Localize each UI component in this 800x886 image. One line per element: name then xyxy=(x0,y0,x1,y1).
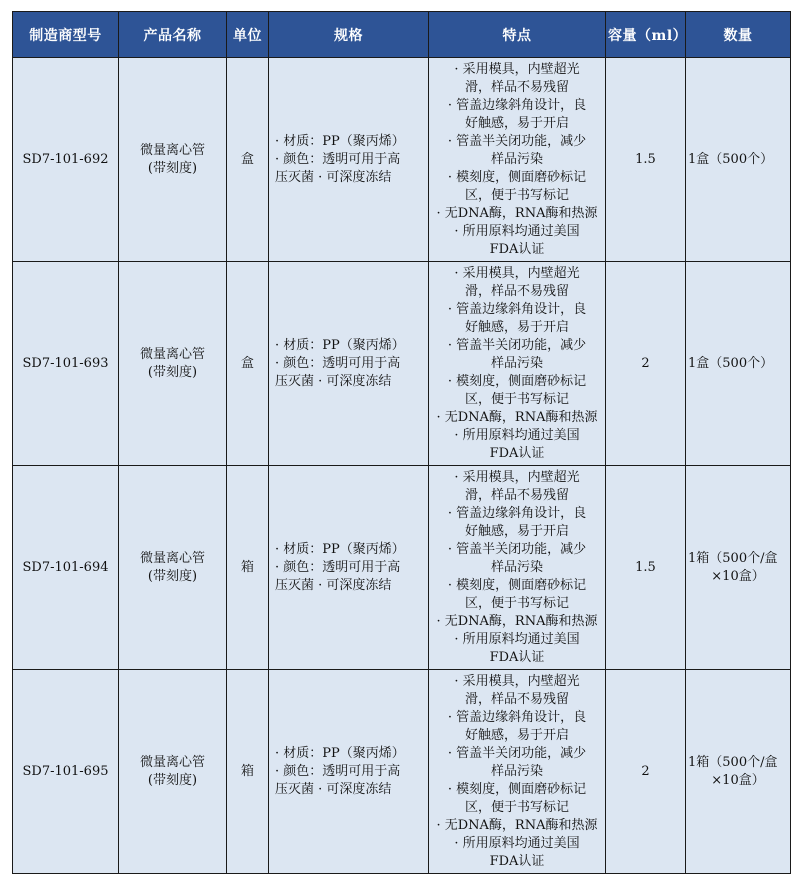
cell-model: SD7-101-694 xyxy=(13,466,119,670)
table-row xyxy=(13,466,791,670)
table-row xyxy=(13,670,791,874)
feature-line: · 管盖半关闭功能，减少 xyxy=(447,337,587,353)
header-row xyxy=(13,12,791,58)
feature-line: · 模刻度，侧面磨砂标记 xyxy=(447,373,587,389)
feature-line: 好触感，易于开启 xyxy=(464,115,569,131)
product-name-line: (带刻度) xyxy=(147,160,198,176)
cell-features xyxy=(429,466,606,670)
product-name-line: 微量离心管 xyxy=(139,550,205,566)
spec-line: 压灭菌 · 可深度冻结 xyxy=(275,169,392,185)
feature-line: FDA认证 xyxy=(489,649,545,665)
feature-line: · 采用模具，内壁超光 xyxy=(454,469,580,485)
quantity-line: 1箱（500个/盒 xyxy=(688,550,778,566)
spec-line: 压灭菌 · 可深度冻结 xyxy=(275,577,392,593)
cell-unit: 箱 xyxy=(227,670,269,874)
feature-line: · 采用模具，内壁超光 xyxy=(454,673,580,689)
cell-unit: 盒 xyxy=(227,262,269,466)
cell-quantity xyxy=(686,466,791,670)
header-capacity: 容量（ml） xyxy=(606,12,686,58)
cell-capacity: 1.5 xyxy=(606,58,686,262)
cell-unit: 盒 xyxy=(227,58,269,262)
table-row xyxy=(13,58,791,262)
feature-line: 滑，样品不易残留 xyxy=(464,79,569,95)
spec-line: · 颜色：透明可用于高 xyxy=(275,151,401,167)
feature-line: · 管盖半关闭功能，减少 xyxy=(447,541,587,557)
feature-line: · 模刻度，侧面磨砂标记 xyxy=(447,169,587,185)
cell-product-name xyxy=(119,58,227,262)
feature-line: 样品污染 xyxy=(490,355,543,371)
feature-line: · 无DNA酶，RNA酶和热源 xyxy=(436,409,598,425)
feature-line: · 所用原料均通过美国 xyxy=(454,223,580,239)
feature-line: 区，便于书写标记 xyxy=(464,799,569,815)
feature-line: · 管盖边缘斜角设计，良 xyxy=(447,301,587,317)
cell-capacity: 2 xyxy=(606,262,686,466)
cell-features xyxy=(429,670,606,874)
cell-unit: 箱 xyxy=(227,466,269,670)
cell-model: SD7-101-692 xyxy=(13,58,119,262)
product-name-line: (带刻度) xyxy=(147,568,198,584)
cell-capacity: 2 xyxy=(606,670,686,874)
cell-features xyxy=(429,58,606,262)
quantity-line: ×10盒） xyxy=(711,568,765,584)
cell-spec xyxy=(269,466,429,670)
feature-line: 好触感，易于开启 xyxy=(464,523,569,539)
feature-line: · 无DNA酶，RNA酶和热源 xyxy=(436,613,598,629)
spec-line: · 颜色：透明可用于高 xyxy=(275,763,401,779)
product-name-line: (带刻度) xyxy=(147,364,198,380)
feature-line: 区，便于书写标记 xyxy=(464,391,569,407)
feature-line: FDA认证 xyxy=(489,241,545,257)
feature-line: · 所用原料均通过美国 xyxy=(454,835,580,851)
cell-capacity: 1.5 xyxy=(606,466,686,670)
quantity-line: 1箱（500个/盒 xyxy=(688,754,778,770)
header-spec: 规格 xyxy=(269,12,429,58)
feature-line: · 管盖边缘斜角设计，良 xyxy=(447,505,587,521)
feature-line: · 管盖半关闭功能，减少 xyxy=(447,133,587,149)
cell-model: SD7-101-693 xyxy=(13,262,119,466)
feature-line: 滑，样品不易残留 xyxy=(464,487,569,503)
spec-line: · 颜色：透明可用于高 xyxy=(275,355,401,371)
cell-spec xyxy=(269,670,429,874)
feature-line: · 管盖边缘斜角设计，良 xyxy=(447,97,587,113)
cell-product-name xyxy=(119,670,227,874)
feature-line: · 无DNA酶，RNA酶和热源 xyxy=(436,817,598,833)
feature-line: FDA认证 xyxy=(489,445,545,461)
header-product-name: 产品名称 xyxy=(119,12,227,58)
table-row xyxy=(13,262,791,466)
feature-line: 样品污染 xyxy=(490,151,543,167)
feature-line: 好触感，易于开启 xyxy=(464,319,569,335)
quantity-line: 1盒（500个） xyxy=(688,355,774,371)
cell-spec xyxy=(269,262,429,466)
feature-line: · 模刻度，侧面磨砂标记 xyxy=(447,577,587,593)
product-table xyxy=(12,11,791,874)
feature-line: 区，便于书写标记 xyxy=(464,595,569,611)
cell-spec xyxy=(269,58,429,262)
spec-line: 压灭菌 · 可深度冻结 xyxy=(275,781,392,797)
feature-line: · 无DNA酶，RNA酶和热源 xyxy=(436,205,598,221)
cell-quantity xyxy=(686,262,791,466)
header-features: 特点 xyxy=(429,12,606,58)
header-model: 制造商型号 xyxy=(13,12,119,58)
feature-line: · 所用原料均通过美国 xyxy=(454,631,580,647)
cell-product-name xyxy=(119,466,227,670)
feature-line: 样品污染 xyxy=(490,763,543,779)
feature-line: 滑，样品不易残留 xyxy=(464,691,569,707)
feature-line: · 所用原料均通过美国 xyxy=(454,427,580,443)
spec-line: · 颜色：透明可用于高 xyxy=(275,559,401,575)
cell-model: SD7-101-695 xyxy=(13,670,119,874)
feature-line: FDA认证 xyxy=(489,853,545,869)
feature-line: · 管盖边缘斜角设计，良 xyxy=(447,709,587,725)
header-unit: 单位 xyxy=(227,12,269,58)
feature-line: 好触感，易于开启 xyxy=(464,727,569,743)
feature-line: · 模刻度，侧面磨砂标记 xyxy=(447,781,587,797)
feature-line: · 采用模具，内壁超光 xyxy=(454,61,580,77)
cell-quantity xyxy=(686,58,791,262)
spec-line: · 材质：PP（聚丙烯） xyxy=(275,133,405,149)
feature-line: · 管盖半关闭功能，减少 xyxy=(447,745,587,761)
cell-quantity xyxy=(686,670,791,874)
spec-line: · 材质：PP（聚丙烯） xyxy=(275,541,405,557)
quantity-line: 1盒（500个） xyxy=(688,151,774,167)
cell-product-name xyxy=(119,262,227,466)
product-name-line: 微量离心管 xyxy=(139,346,205,362)
product-name-line: 微量离心管 xyxy=(139,142,205,158)
feature-line: · 采用模具，内壁超光 xyxy=(454,265,580,281)
header-quantity: 数量 xyxy=(686,12,791,58)
cell-features xyxy=(429,262,606,466)
quantity-line: ×10盒） xyxy=(711,772,765,788)
feature-line: 区，便于书写标记 xyxy=(464,187,569,203)
table-body xyxy=(13,58,791,874)
spec-line: · 材质：PP（聚丙烯） xyxy=(275,337,405,353)
feature-line: 滑，样品不易残留 xyxy=(464,283,569,299)
spec-line: · 材质：PP（聚丙烯） xyxy=(275,745,405,761)
product-name-line: (带刻度) xyxy=(147,772,198,788)
spec-line: 压灭菌 · 可深度冻结 xyxy=(275,373,392,389)
feature-line: 样品污染 xyxy=(490,559,543,575)
product-name-line: 微量离心管 xyxy=(139,754,205,770)
